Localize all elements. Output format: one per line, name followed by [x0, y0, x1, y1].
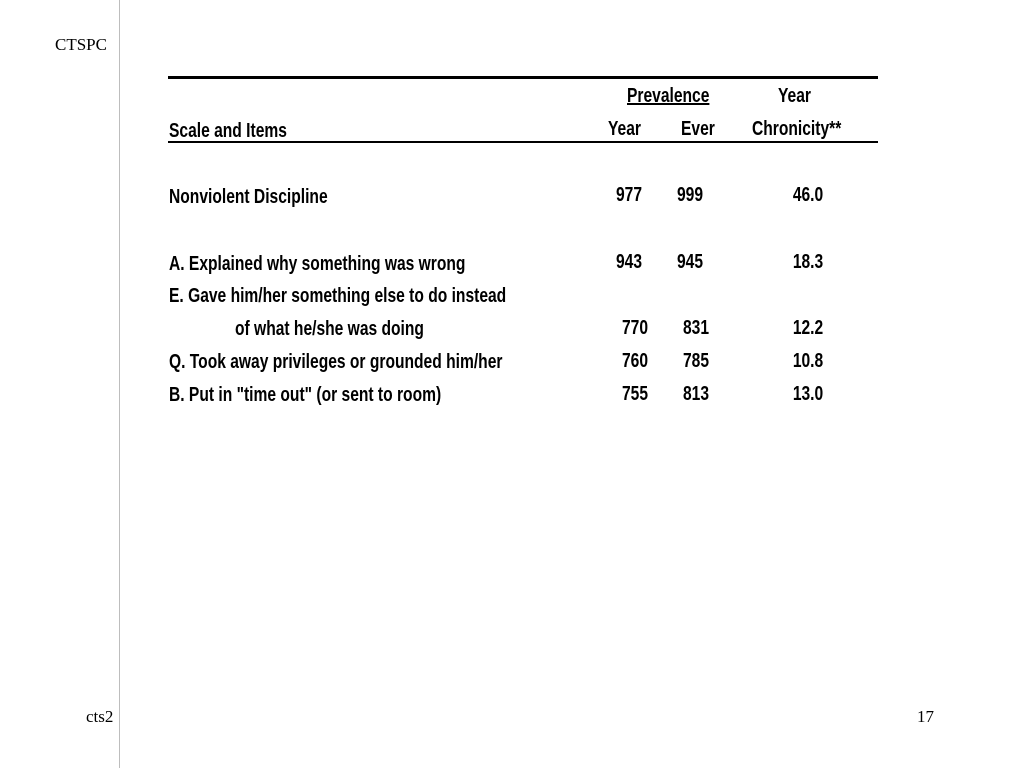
table-cell-ever: 999 — [676, 184, 704, 206]
header-chronicity: Chronicity** — [752, 118, 842, 140]
table-row-label: E. Gave him/her something else to do instead — [169, 285, 507, 307]
table-cell-chronicity: 12.2 — [792, 317, 824, 339]
slide-margin-line — [119, 0, 120, 768]
table-cell-chronicity: 10.8 — [792, 350, 824, 372]
table-cell-year: 977 — [615, 184, 643, 206]
table-cell-year: 943 — [615, 251, 643, 273]
table-cell-chronicity: 13.0 — [792, 383, 824, 405]
table-row-label: Q. Took away privileges or grounded him/her — [169, 351, 503, 373]
header-chronicity-top: Year — [778, 85, 811, 107]
table-cell-year: 755 — [621, 383, 649, 405]
prevalence-table — [168, 76, 878, 416]
table-row-label: Nonviolent Discipline — [169, 186, 328, 208]
table-cell-chronicity: 46.0 — [792, 184, 824, 206]
header-scale-and-items: Scale and Items — [169, 120, 287, 142]
table-cell-chronicity: 18.3 — [792, 251, 824, 273]
header-year: Year — [608, 118, 641, 140]
table-cell-ever: 945 — [676, 251, 704, 273]
table-cell-year: 760 — [621, 350, 649, 372]
table-cell-year: 770 — [621, 317, 649, 339]
table-cell-ever: 813 — [682, 383, 710, 405]
table-cell-ever: 785 — [682, 350, 710, 372]
header-ever: Ever — [681, 118, 715, 140]
table-row-label: B. Put in "time out" (or sent to room) — [169, 384, 442, 406]
table-cell-ever: 831 — [682, 317, 710, 339]
slide-page-number: 17 — [917, 707, 934, 726]
table-top-rule — [168, 76, 878, 79]
slide-footer-label: cts2 — [86, 707, 114, 726]
slide-header-label: CTSPC — [55, 35, 107, 54]
table-row-label: A. Explained why something was wrong — [169, 253, 466, 275]
header-prevalence: Prevalence — [627, 85, 710, 107]
table-row-label: of what he/she was doing — [235, 318, 424, 340]
